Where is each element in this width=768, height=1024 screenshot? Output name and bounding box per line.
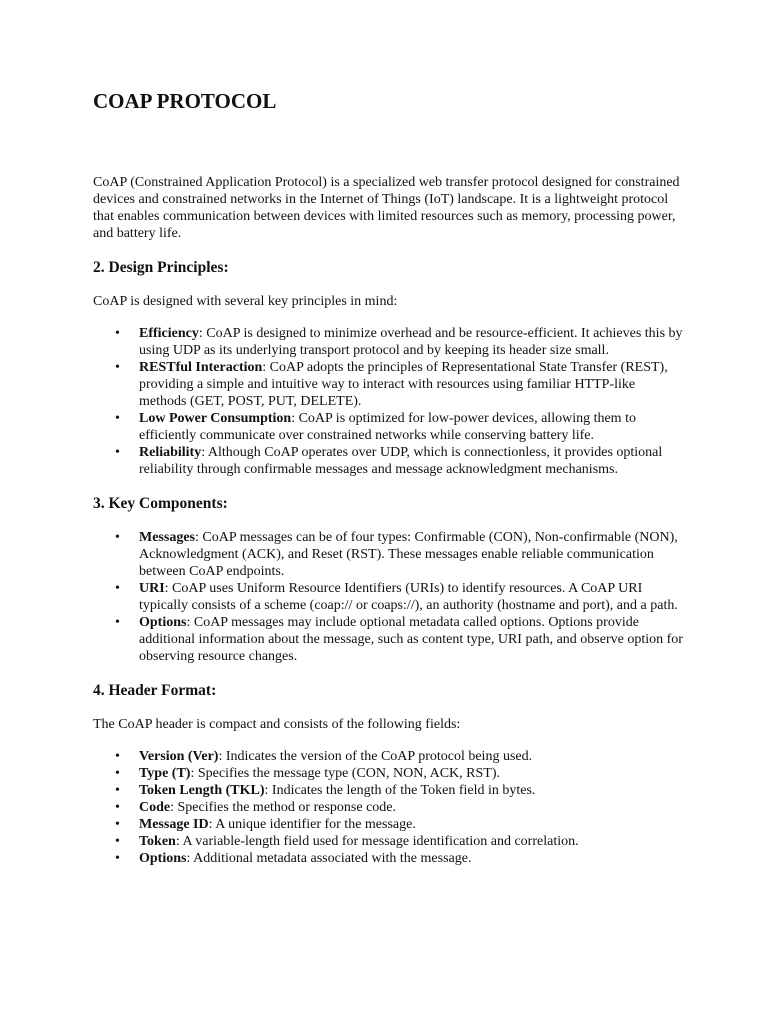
item-term: Token — [139, 834, 176, 849]
item-text: : CoAP is optimized for low-power devices, allowing them to efficiently communicate over constrained networks while conserving battery life. — [139, 411, 636, 443]
item-term: Message ID — [139, 817, 209, 832]
item-text: : Additional metadata associated with the message. — [186, 851, 472, 866]
header-format-list — [93, 748, 683, 867]
item-text: : Indicates the length of the Token field in bytes. — [264, 783, 536, 798]
item-text: : Indicates the version of the CoAP protocol being used. — [218, 749, 533, 764]
list-item — [139, 529, 683, 580]
list-item — [139, 799, 683, 816]
item-text: : Although CoAP operates over UDP, which is connectionless, it provides optional reliability through confirmable messages and message acknowledgment mechanisms. — [139, 445, 663, 477]
key-components-list — [93, 529, 683, 665]
item-term: Version (Ver) — [139, 749, 219, 764]
item-term: Token Length (TKL) — [139, 783, 265, 798]
list-item — [139, 359, 683, 410]
item-term: URI — [139, 581, 165, 596]
item-text: : CoAP messages can be of four types: Confirmable (CON), Non-confirmable (NON), Acknowledgment (ACK), and Reset (RST). These messages enable reliable communication between CoAP endpoints. — [139, 530, 678, 579]
section-heading-design-principles: 2. Design Principles: — [93, 259, 229, 276]
item-term: RESTful Interaction — [139, 360, 263, 375]
item-term: Low Power Consumption — [139, 411, 292, 426]
item-text: : CoAP messages may include optional metadata called options. Options provide additional information about the message, such as content type, URI path, and observe option for observing resource changes. — [139, 615, 683, 664]
item-term: Options — [139, 615, 187, 630]
list-item — [139, 782, 683, 799]
item-text: : A variable-length field used for message identification and correlation. — [175, 834, 579, 849]
item-text: : CoAP uses Uniform Resource Identifiers (URIs) to identify resources. A CoAP URI typically consists of a scheme (coap:// or coaps://), an authority (hostname and port), and a path. — [139, 581, 678, 613]
design-principles-list — [93, 325, 683, 478]
list-item — [139, 614, 683, 665]
list-item — [139, 325, 683, 359]
list-item — [139, 765, 683, 782]
item-term: Reliability — [139, 445, 202, 460]
item-text: : Specifies the method or response code. — [170, 800, 397, 815]
list-item — [139, 410, 683, 444]
list-item — [139, 833, 683, 850]
page-title: COAP PROTOCOL — [93, 89, 277, 113]
item-term: Code — [139, 800, 171, 815]
item-text: : CoAP is designed to minimize overhead and be resource-efficient. It achieves this by using UDP as its underlying transport protocol and by keeping its header size small. — [139, 326, 683, 358]
item-text: : Specifies the message type (CON, NON, ACK, RST). — [190, 766, 500, 781]
list-item — [139, 444, 683, 478]
list-item — [139, 850, 683, 867]
section-heading-key-components: 3. Key Components: — [93, 495, 228, 512]
list-item — [139, 748, 683, 765]
section-heading-header-format: 4. Header Format: — [93, 682, 217, 699]
item-term: Efficiency — [139, 326, 199, 341]
item-text: : CoAP adopts the principles of Representational State Transfer (REST), providing a simple and intuitive way to interact with resources using familiar HTTP-like methods (GET, POST, PUT, DELETE). — [139, 360, 668, 409]
item-term: Options — [139, 851, 187, 866]
item-term: Messages — [139, 530, 195, 545]
section-lead-design-principles: CoAP is designed with several key principles in mind: — [93, 294, 398, 309]
list-item — [139, 580, 683, 614]
section-lead-header-format: The CoAP header is compact and consists of the following fields: — [93, 717, 461, 732]
list-item — [139, 816, 683, 833]
item-text: : A unique identifier for the message. — [208, 817, 416, 832]
document-page — [93, 88, 683, 867]
intro-paragraph: CoAP (Constrained Application Protocol) is a specialized web transfer protocol designed for constrained devices and constrained networks in the Internet of Things (IoT) landscape. It is a lightweight protocol that enables communication between devices with limited resources such as memory, processing power, and battery life. — [93, 175, 680, 241]
item-term: Type (T) — [139, 766, 191, 781]
